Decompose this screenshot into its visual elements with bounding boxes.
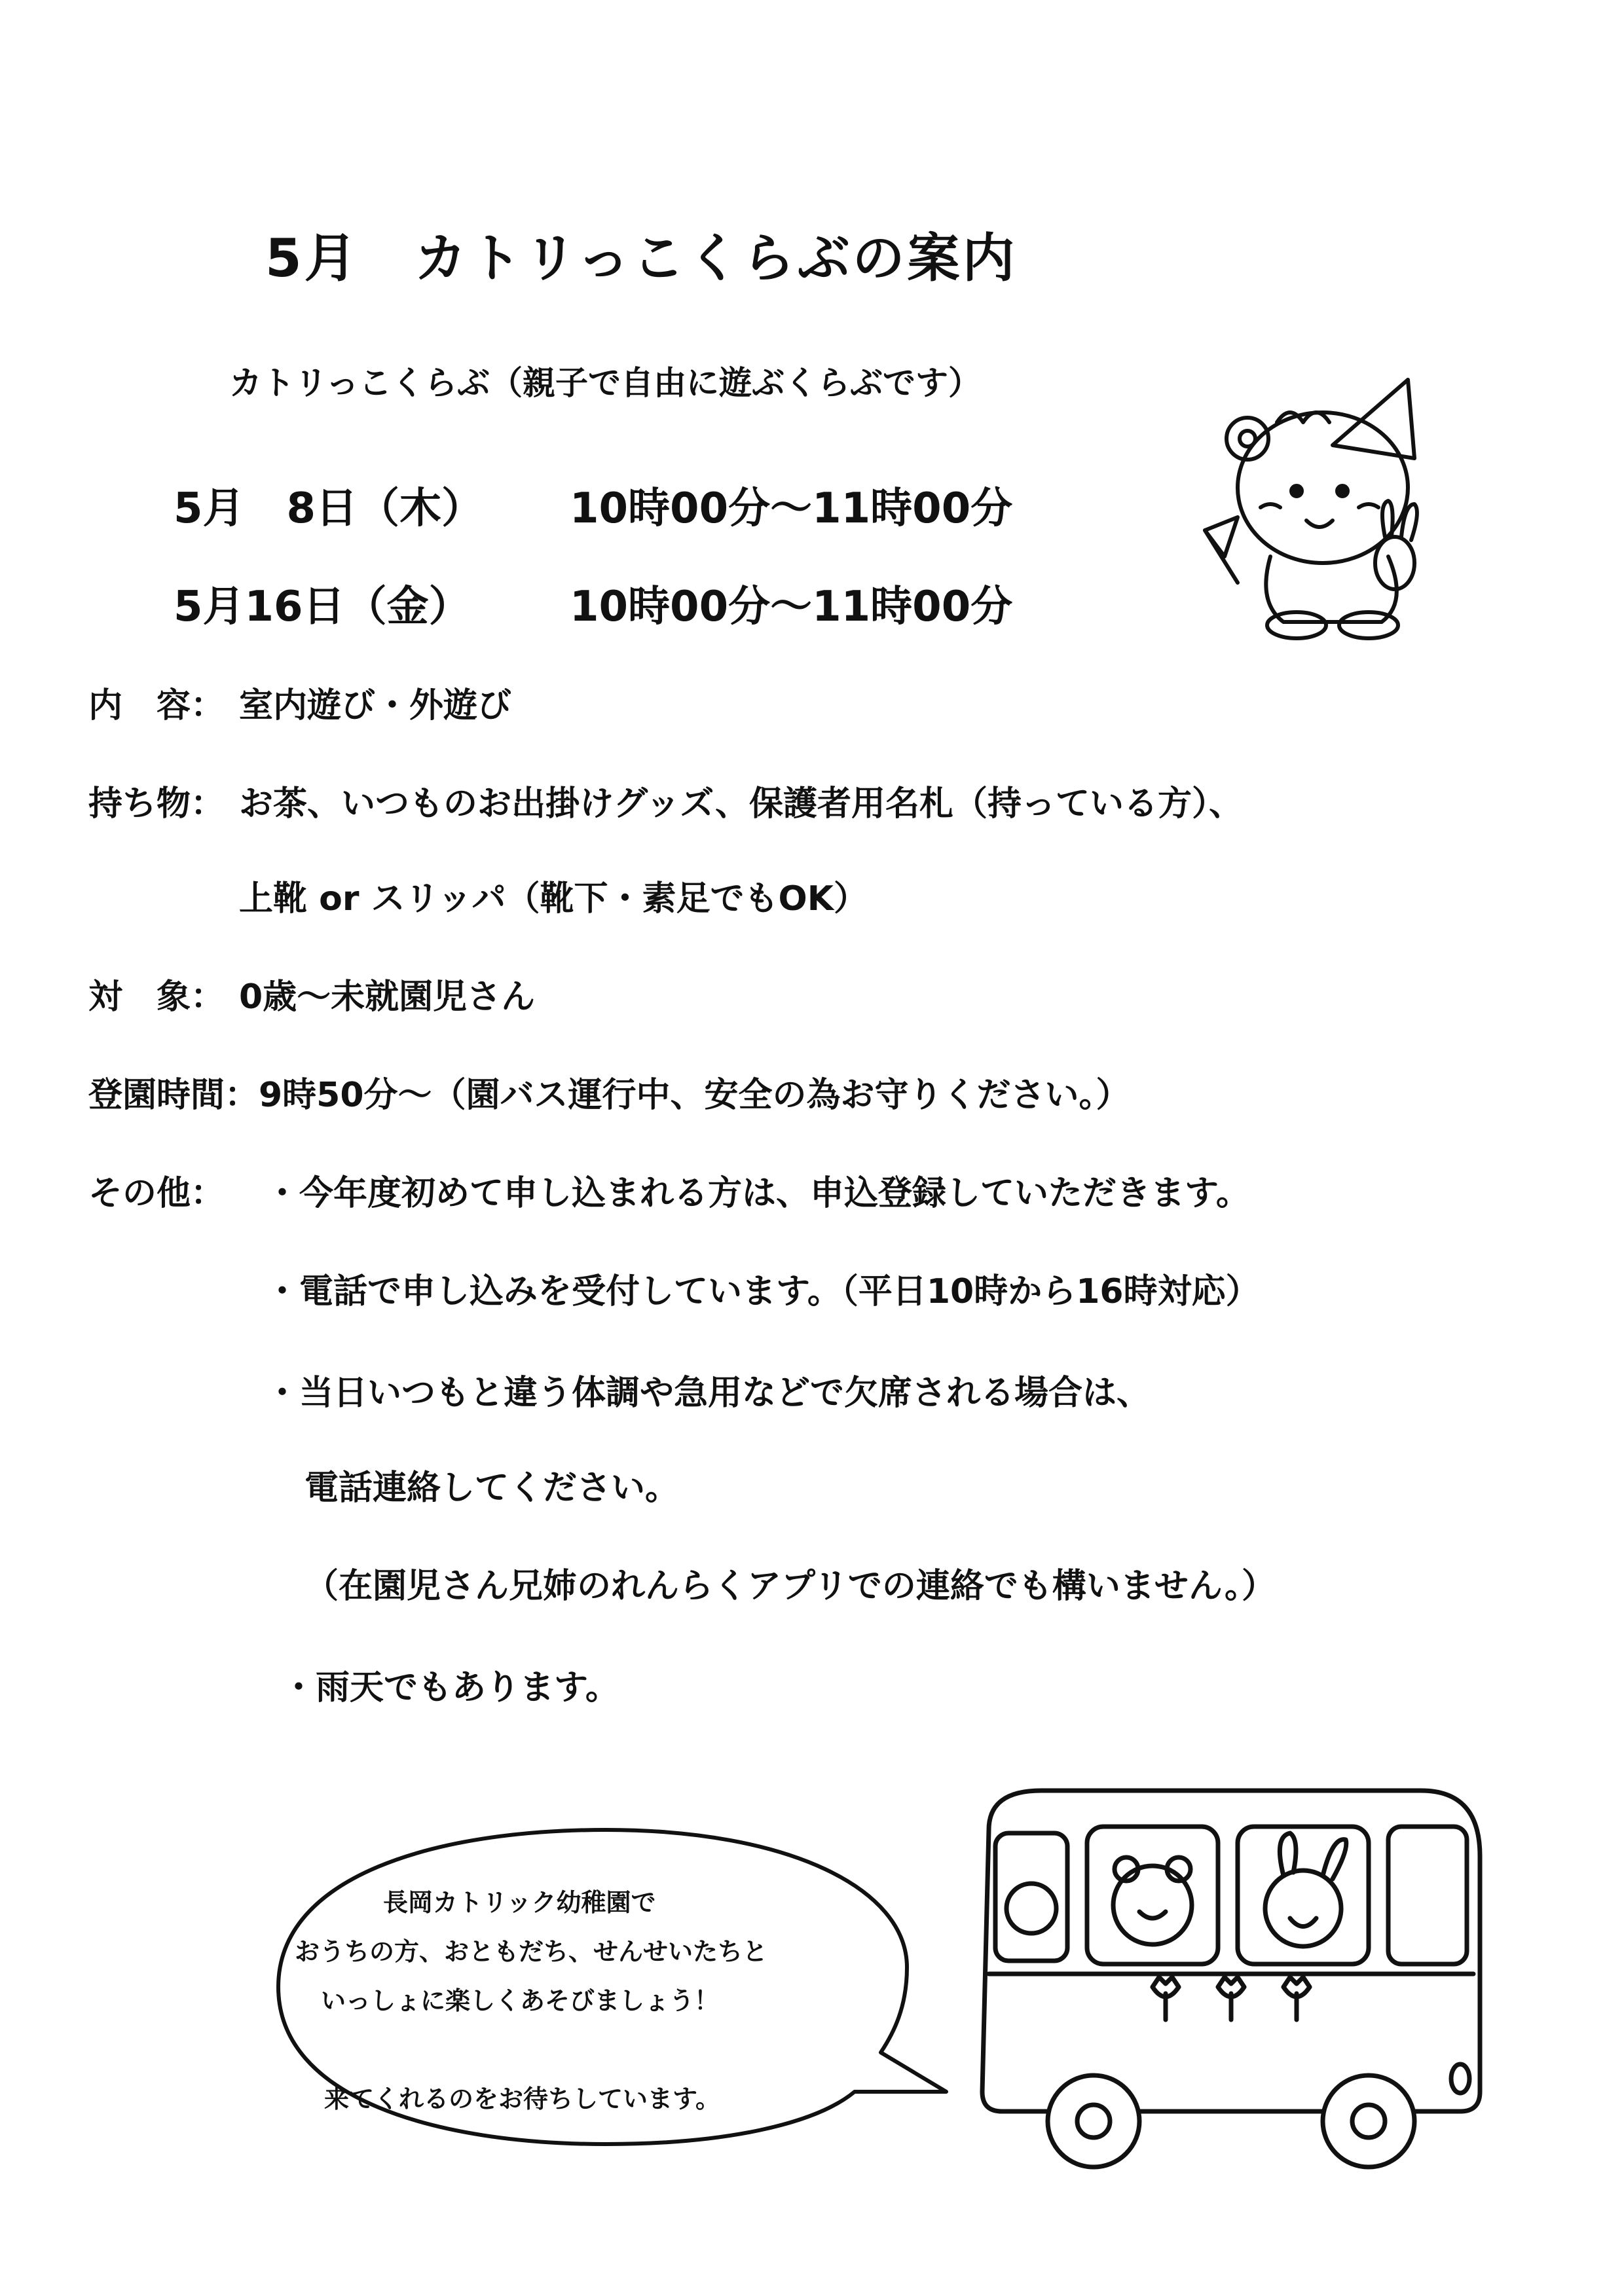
bus-window-3 (1238, 1827, 1369, 1964)
bus-window-1 (995, 1833, 1067, 1961)
other-note-5: （在園児さん兄姉のれんらくアプリでの連絡でも構いません。） (304, 1567, 1276, 1606)
other-note-6: ・雨天でもあります。 (282, 1668, 619, 1707)
bus-illustration (963, 1777, 1506, 2196)
belongings-label: 持ち物： (88, 784, 225, 824)
belongings-line-2: 上靴 or スリッパ（靴下・素足でもOK） (239, 879, 868, 919)
session-date-2: 5月16日（金） (174, 583, 471, 631)
other-note-4: 電話連絡してください。 (304, 1468, 680, 1508)
bubble-line-4: 来てくれるのをお待ちしています。 (324, 2085, 720, 2113)
other-note-2: ・電話で申し込みを受付しています。（平日10時から16時対応） (265, 1272, 1260, 1311)
bubble-line-1: 長岡カトリック幼稚園で (383, 1888, 656, 1917)
bus-wheel-front-icon (1048, 2075, 1139, 2167)
bus-body-icon (982, 1791, 1480, 2111)
bus-wheel-rear-icon (1323, 2075, 1414, 2167)
other-label: その他： (88, 1174, 225, 1213)
bus-window-4 (1388, 1827, 1467, 1964)
content-label: 内 容： (88, 686, 225, 725)
target-value: 0歳～未就園児さん (239, 977, 536, 1017)
tulip-icon-1 (1153, 1977, 1179, 2020)
session-date-1: 5月 8日（木） (174, 484, 484, 533)
page-title: 5月 カトリっこくらぶの案内 (265, 228, 1018, 289)
page-subtitle: カトリっこくらぶ（親子で自由に遊ぶくらぶです） (229, 364, 981, 402)
session-time-2: 10時00分～11時00分 (570, 583, 1013, 631)
tulip-icon-2 (1218, 1977, 1244, 2020)
other-note-3: ・当日いつもと違う体調や急用などで欠席される場合は、 (265, 1374, 1151, 1413)
party-hat-icon (1333, 380, 1414, 458)
tulip-icon-3 (1283, 1977, 1310, 2020)
session-time-1: 10時00分～11時00分 (570, 484, 1013, 533)
bubble-line-3: いっしょに楽しくあそびましょう！ (321, 1986, 720, 2015)
content-value: 室内遊び・外遊び (239, 686, 512, 725)
arrival-value: 9時50分～（園バス運行中、安全の為お守りください。） (259, 1076, 1130, 1115)
baby-illustration (1198, 367, 1460, 648)
target-label: 対 象： (88, 977, 225, 1017)
arrival-label: 登園時間： (88, 1076, 259, 1115)
bubble-line-2: おうちの方、おともだち、せんせいたちと (295, 1937, 768, 1966)
belongings-line-1: お茶、いつものお出掛けグッズ、保護者用名札（持っている方）、 (239, 784, 1243, 824)
other-note-1: ・今年度初めて申し込まれる方は、申込登録していただきます。 (265, 1174, 1250, 1213)
